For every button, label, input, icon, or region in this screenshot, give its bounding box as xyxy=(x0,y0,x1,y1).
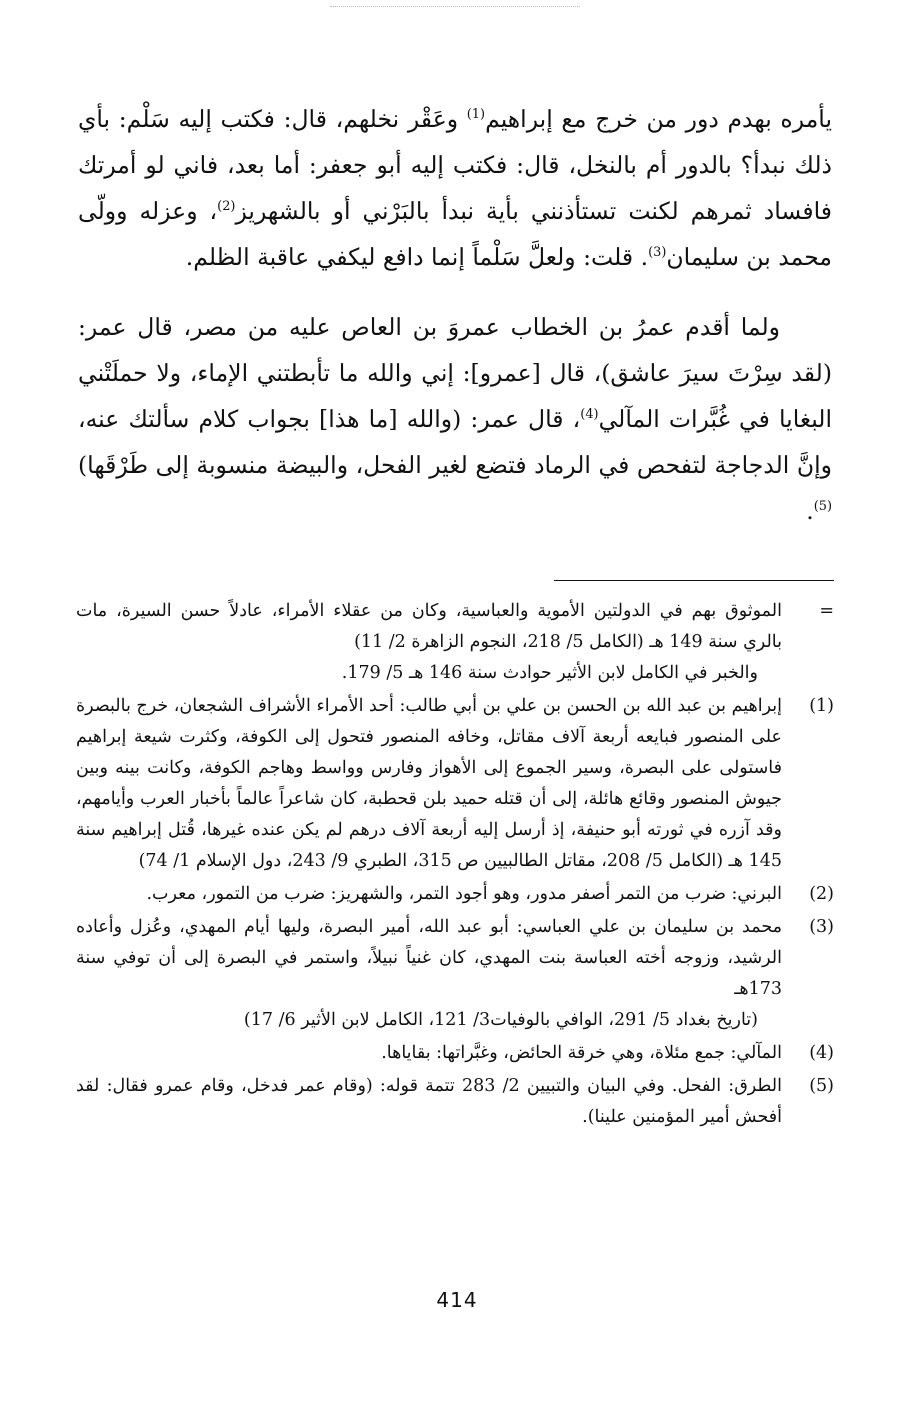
footnote-continuation xyxy=(76,596,834,689)
footnote-1 xyxy=(76,691,834,877)
footnote-4 xyxy=(76,1038,834,1069)
footnote-marker: (1) xyxy=(809,696,834,716)
footnote-ref-5[interactable]: (5) xyxy=(813,499,832,515)
paragraph-1: يأمره بهدم دور من خرج مع إبراهيم$^{(1)}$ وعَقْر نخلهم، قال: فكتب إليه سَلْم: بأي ذلك نبدأ؟ بالدور أم بالنخل، قال: فكتب إليه أبو جعفر: أما بعد، فاني لو أمرتك فافساد ثمرهم لكنت تستأذنني بأية نبدأ بالبَرْني أو بالشهريز$^{(2)}$، وعزله وولّى محمد بن سليمان$^{(3)}$. قلت: ولعلَّ سَلْماً إنما دافع ليكفي عاقبة الظلم. xyxy=(78,105,833,271)
footnote-ref-2[interactable]: (2) xyxy=(217,199,236,215)
footnote-text: الموثوق بهم في الدولتين الأموية والعباسية، وكان من عقلاء الأمراء، عادلاً حسن السيرة، مات بالري سنة 149 هـ (الكامل 5/ 218، النجوم الزاهرة 2/ 11) xyxy=(76,601,782,652)
footnote-text-extra: والخبر في الكامل لابن الأثير حوادث سنة 146 هـ 5/ 179. xyxy=(341,663,758,683)
footnote-5 xyxy=(76,1071,834,1133)
footnote-2 xyxy=(76,879,834,910)
footnote-text: المآلي: جمع مئلاة، وهي خرقة الحائض، وغبَّراتها: بقاياها. xyxy=(381,1043,782,1063)
footnote-text: البرني: ضرب من التمر أصفر مدور، وهو أجود التمر، والشهريز: ضرب من التمور، معرب. xyxy=(146,884,782,904)
footnote-text: الطرق: الفحل. وفي البيان والتبيين 2/ 283 تتمة قوله: (وقام عمر فدخل، وقام عمرو فقال: لقد أفحش أمير المؤمنين علينا). xyxy=(76,1076,782,1127)
footnote-ref-3[interactable]: (3) xyxy=(648,245,667,261)
footnote-separator xyxy=(554,580,834,581)
footnote-ref-4[interactable]: (4) xyxy=(580,407,599,423)
footnote-marker: (3) xyxy=(809,917,834,937)
footnote-text-extra: (تاريخ بغداد 5/ 291، الوافي بالوفيات3/ 121، الكامل لابن الأثير 6/ 17) xyxy=(243,1010,758,1030)
footnote-3 xyxy=(76,912,834,1036)
footnote-marker: = xyxy=(819,601,834,621)
footnote-text: إبراهيم بن عبد الله بن الحسن بن علي بن أبي طالب: أحد الأمراء الأشراف الشجعان، خرج بالبصرة على المنصور فبايعه أربعة آلاف مقاتل، وخافه المنصور فتحول إلى الكوفة، وكثرت شيعة إبراهيم فاستولى على البصرة، وسير الجموع إلى الأهواز وفارس وواسط وهاجم الكوفة، وكانت بينه وبين جيوش المنصور وقائع هائلة، إلى أن قتله حميد بلن قحطبة، كان شاعراً عالماً بأخبار العرب وأيامهم، وقد آزره في ثورته أبو حنيفة، إذ أرسل إليه أربعة آلاف درهم لم يكن عنده غيرها، قُتل إبراهيم سنة 145 هـ (الكامل 5/ 208، مقاتل الطالبيين ص 315، الطبري 9/ 243، دول الإسلام 1/ 74) xyxy=(76,696,782,871)
footnote-ref-1[interactable]: (1) xyxy=(466,107,486,123)
paragraph-2: ولما أقدم عمرُ بن الخطاب عمروَ بن العاص عليه من مصر، قال عمر: (لقد سِرْتَ سيرَ عاشق)، قال [عمرو]: إني والله ما تأبطتني الإماء، ولا حملَتْني البغايا في غُبَّرات المآلي$^{(4)}$، قال عمر: (والله [ما هذا] بجواب كلام سألتك عنه، وإنَّ الدجاجة لتفحص في الرماد فتضع لغير الفحل، والبيضة منسوبة إلى طَرْقَها)$^{(5)}$. xyxy=(78,313,832,525)
page-number: 414 xyxy=(436,1288,478,1312)
footnote-marker: (5) xyxy=(809,1076,834,1096)
main-text xyxy=(78,96,832,534)
footnote-marker: (4) xyxy=(809,1043,834,1063)
footnotes xyxy=(76,596,834,1135)
footnote-marker: (2) xyxy=(809,884,834,904)
footnote-text: محمد بن سليمان بن علي العباسي: أبو عبد الله، أمير البصرة، وليها أيام المهدي، وعُزل وأعاده الرشيد، وزوجه أخته العباسة بنت المهدي، كان غنياً نبيلاً، واستمر في البصرة إلى أن توفي سنة 173هـ xyxy=(76,917,782,999)
header-rule xyxy=(330,6,580,7)
